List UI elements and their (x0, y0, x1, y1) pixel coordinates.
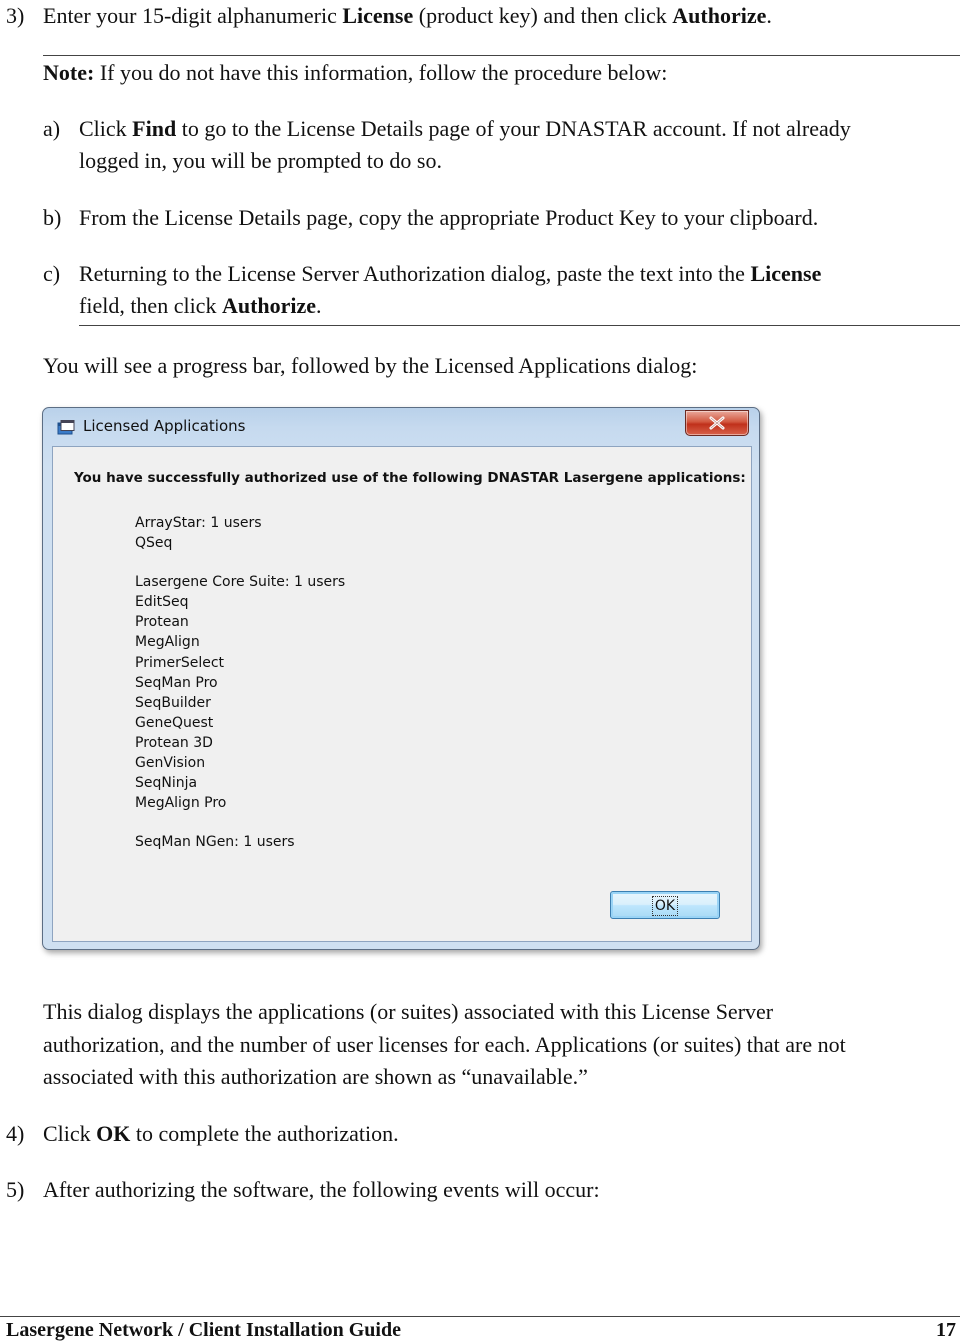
app-window-icon (57, 420, 75, 436)
substep-b-text: From the License Details page, copy the appropriate Product Key to your clipboard. (79, 205, 819, 230)
application-item: SeqMan Pro (135, 674, 218, 691)
step-3-text-part: (product key) and then click (413, 3, 673, 28)
application-item: MegAlign (135, 634, 200, 651)
find-term: Find (132, 116, 177, 141)
step-4-text (43, 1118, 399, 1150)
substep-a-marker: a) (43, 116, 61, 141)
application-item: Protean 3D (135, 734, 213, 751)
note-bottom-rule (79, 325, 960, 326)
list-spacer (135, 813, 345, 832)
list-spacer (135, 553, 345, 572)
note-label: Note: (43, 60, 95, 85)
substep-a-line1 (79, 113, 851, 145)
page-number: 17 (936, 1319, 956, 1341)
step-3-number: 3) (6, 3, 25, 28)
authorize-term: Authorize (221, 293, 317, 318)
intro-paragraph: You will see a progress bar, followed by the Licensed Applications dialog: (43, 353, 698, 378)
step-3-text-part: Enter your 15-digit alphanumeric (43, 3, 343, 28)
description-line-2: authorization, and the number of user licenses for each. Applications (or suites) that are not (43, 1032, 846, 1057)
note-body: If you do not have this information, follow the procedure below: (94, 60, 668, 85)
ok-button-label: OK (654, 898, 676, 914)
application-item: GenVision (135, 755, 206, 772)
footer-rule (0, 1316, 960, 1317)
step-5-number: 5) (6, 1177, 25, 1202)
description-line-1: This dialog displays the applications (or suites) associated with this License Server (43, 999, 774, 1024)
application-item: EditSeq (135, 594, 189, 611)
dialog-title: Licensed Applications (83, 417, 246, 435)
licensed-applications-dialog (42, 407, 760, 950)
success-message: You have successfully authorized use of the following DNASTAR Lasergene applications: (74, 470, 746, 486)
license-term: License (750, 261, 822, 286)
application-item: QSeq (135, 535, 173, 552)
application-item: SeqMan NGen: 1 users (135, 834, 295, 851)
close-button[interactable] (685, 410, 749, 436)
application-item: Lasergene Core Suite: 1 users (135, 574, 346, 591)
substep-a-line2: logged in, you will be prompted to do so. (79, 148, 442, 173)
step-3-text-part: . (766, 3, 772, 28)
substep-b-marker: b) (43, 205, 62, 230)
note-text (43, 57, 667, 89)
application-item: PrimerSelect (135, 654, 225, 671)
step-5-text: After authorizing the software, the following events will occur: (43, 1177, 600, 1202)
footer-title: Lasergene Network / Client Installation Guide (6, 1319, 401, 1341)
description-line-3: associated with this authorization are shown as “unavailable.” (43, 1064, 588, 1089)
substep-c-line2 (79, 290, 322, 322)
close-icon (708, 416, 726, 430)
application-item: ArrayStar: 1 users (135, 515, 262, 531)
dialog-titlebar (43, 408, 759, 446)
substep-c-marker: c) (43, 261, 61, 286)
application-item: Protean (135, 614, 189, 631)
step-4-text-part: to complete the authorization. (130, 1121, 399, 1146)
substep-c-text-part: field, then click (79, 293, 222, 318)
application-item: SeqNinja (135, 775, 198, 792)
ok-term: OK (96, 1121, 131, 1146)
substep-a-text-part: to go to the License Details page of your DNASTAR account. If not already (176, 116, 851, 141)
authorize-term: Authorize (672, 3, 767, 28)
substep-c-text-part: . (316, 293, 322, 318)
application-list (135, 513, 345, 852)
substep-a-text-part: Click (79, 116, 133, 141)
application-item: MegAlign Pro (135, 795, 227, 812)
step-4-number: 4) (6, 1121, 25, 1146)
license-term: License (342, 3, 414, 28)
step-3-text (43, 0, 772, 32)
ok-button[interactable] (610, 891, 720, 919)
dialog-client-area (52, 446, 752, 942)
step-4-text-part: Click (43, 1121, 97, 1146)
application-item: SeqBuilder (135, 694, 211, 711)
note-top-rule (43, 55, 960, 56)
substep-c-line1 (79, 258, 821, 290)
substep-c-text-part: Returning to the License Server Authorization dialog, paste the text into the (79, 261, 751, 286)
application-item: GeneQuest (135, 714, 214, 731)
